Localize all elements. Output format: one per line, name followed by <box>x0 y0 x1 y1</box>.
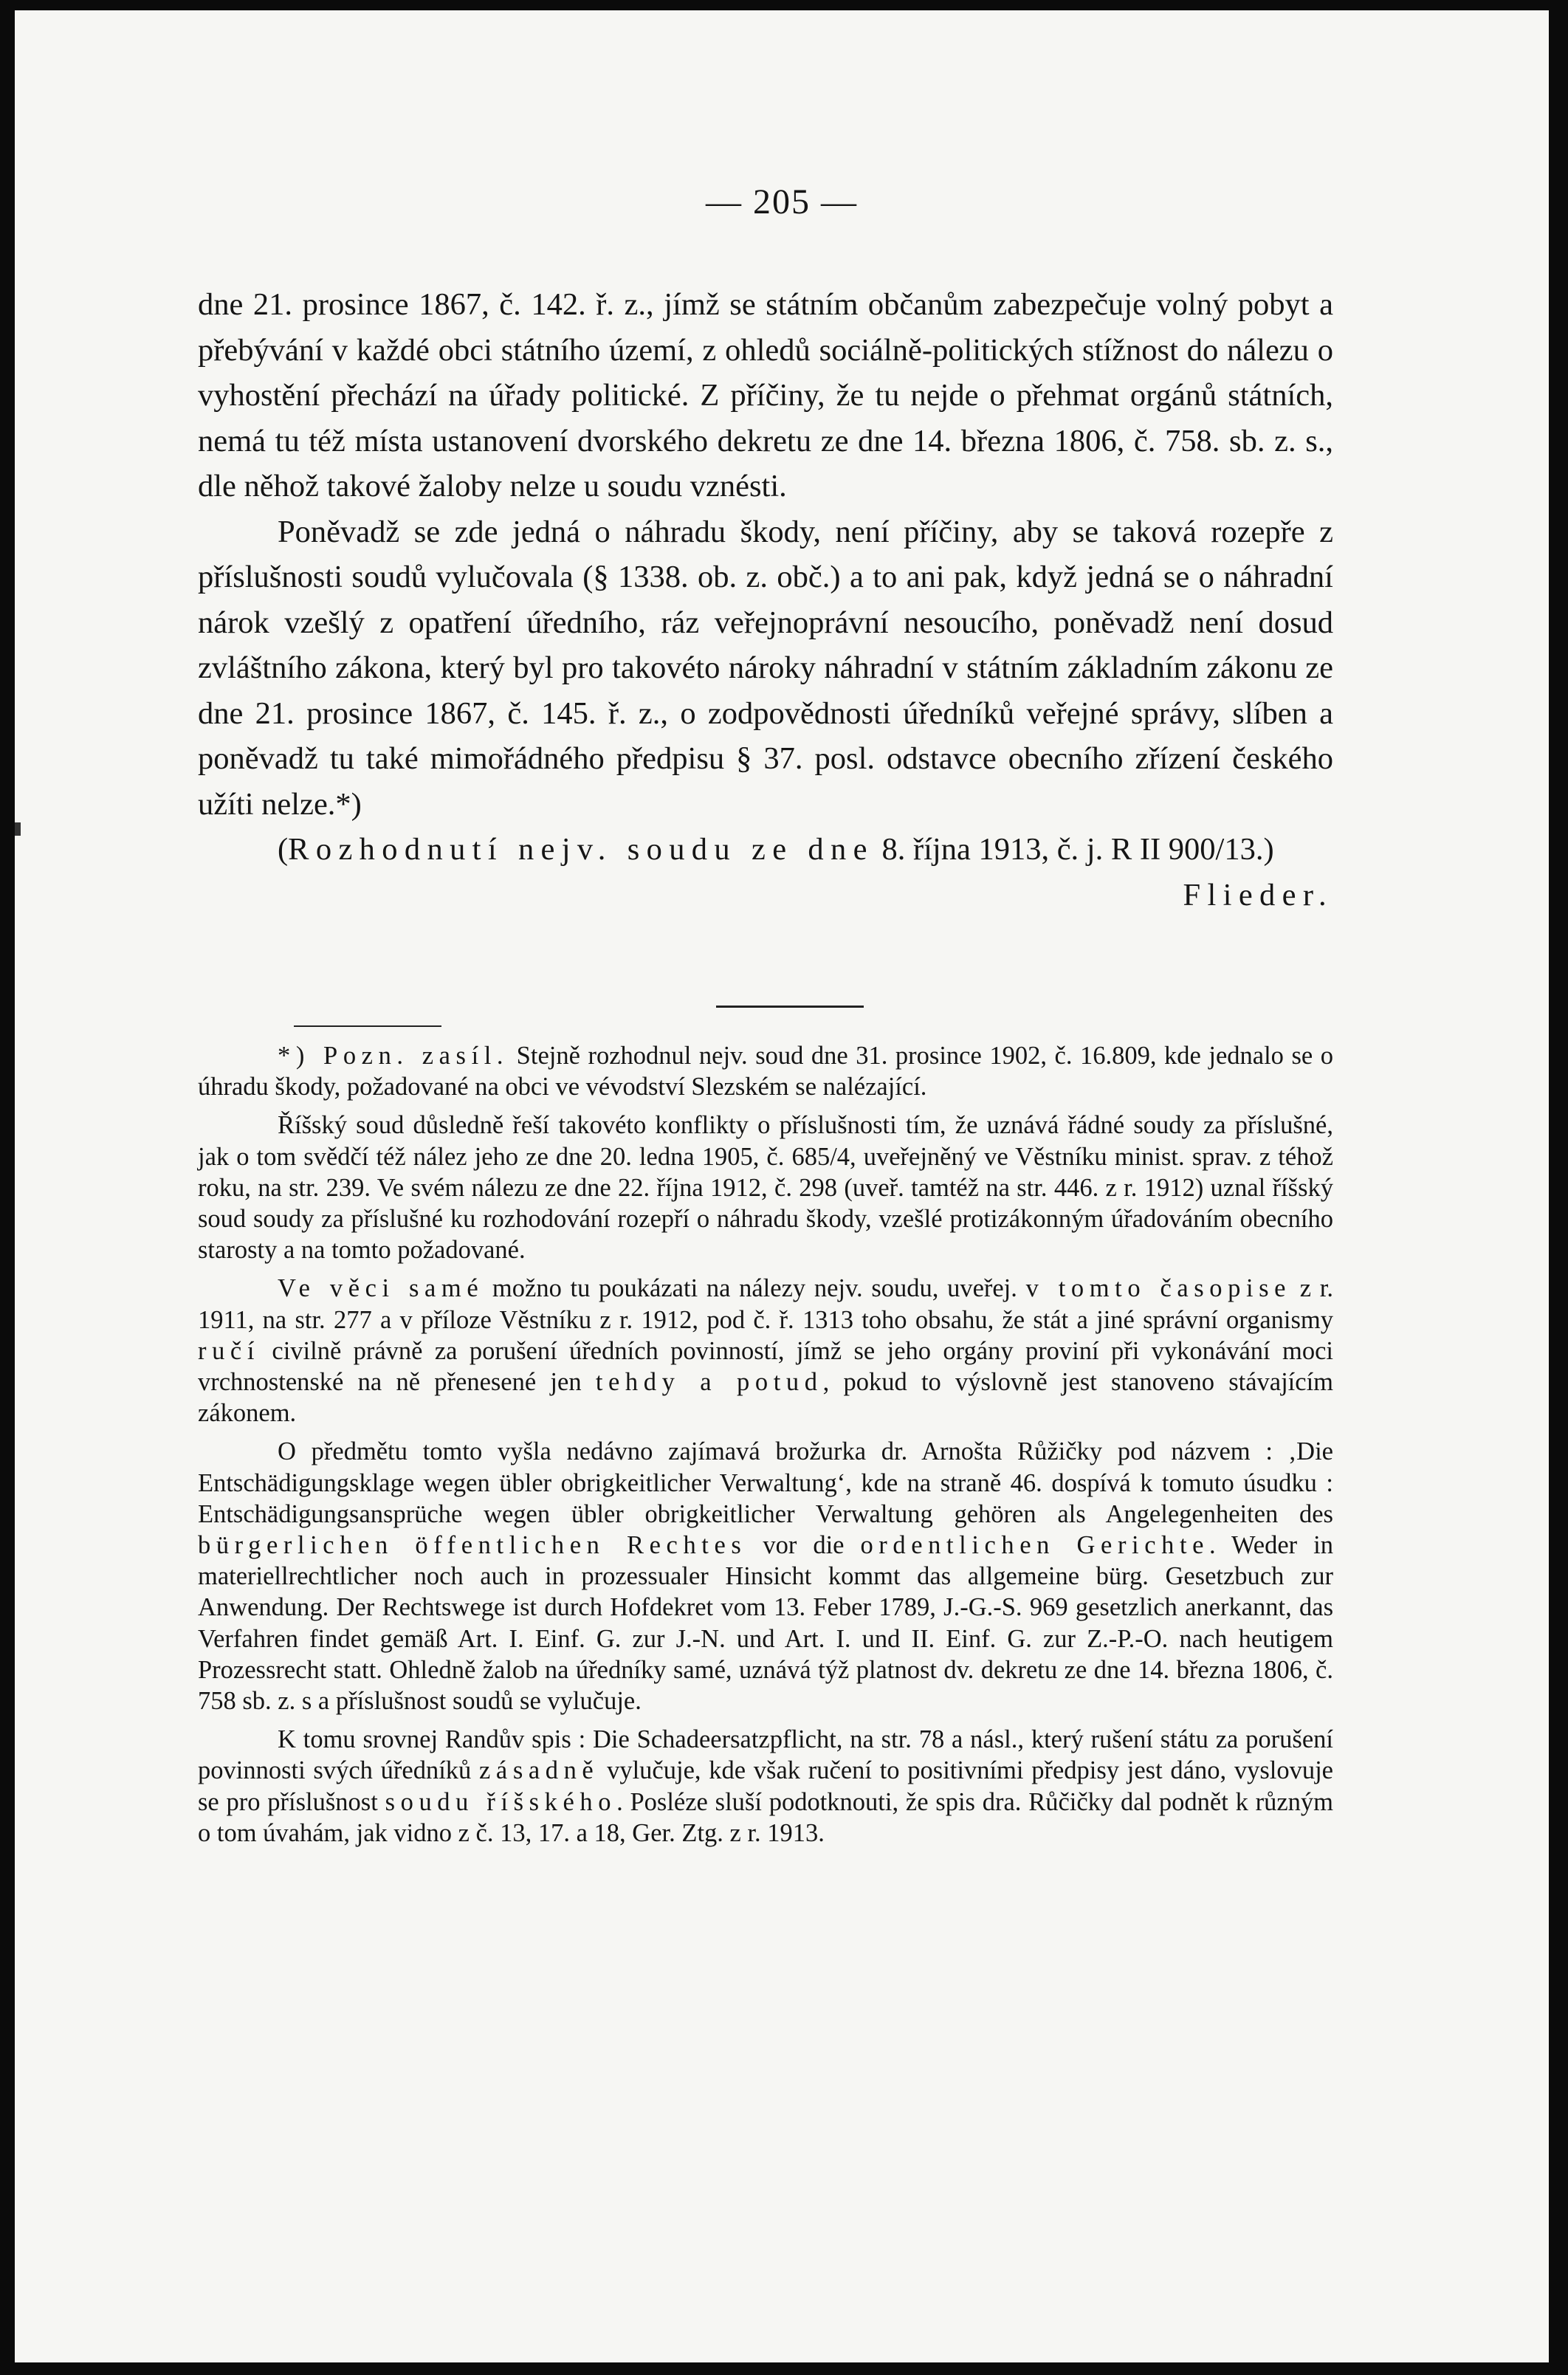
footnote-5 <box>198 1724 1333 1849</box>
footnote-4 <box>198 1436 1333 1716</box>
author-signature: Flieder. <box>1183 877 1333 912</box>
scan-edge-mark <box>15 822 21 836</box>
footnote-rule <box>294 1025 441 1027</box>
fn5-text-2: vylučuje, kde však ručení to positivními předpisy jest dáno, vyslovuje se pro příslušnost <box>198 1756 1333 1816</box>
footnote-1-text: Stejně rozhodnul nejv. soud dne 31. prosince 1902, č. 16.809, kde jednalo se o úhradu škody, požadované na obci ve vévodství Slezském se nalézající. <box>198 1042 1333 1101</box>
fn5-text-1: K tomu srovnej Randův spis : Die Schadeersatzpflicht, na str. 78 a násl., který rušení státu za porušení povinnosti svých úředníků <box>198 1725 1333 1785</box>
fn5-text-3: . Posléze sluší podotknouti, že spis dra. Růčičky dal podnět k různým o tom úvahám, jak vidno z č. 13, 17. a 18, Ger. Ztg. z r. 1913. <box>198 1787 1334 1847</box>
page-number: — 205 — <box>706 182 858 221</box>
citation-reference: 8. října 1913, č. j. R II 900/13.) <box>873 832 1274 867</box>
fn4-spaced-1: bürgerlichen öffentlichen Rechtes <box>198 1531 747 1560</box>
footnotes <box>198 1040 1333 1856</box>
fn3-text-4: , pokud to výslovně jest stanoveno stávajícím zákonem. <box>198 1368 1333 1428</box>
footnote-3 <box>198 1273 1333 1429</box>
fn4-text-3: . Weder in materiellrechtlicher noch auch in prozessualer Hinsicht kommt das allgemeine bürg. Gesetzbuch zur Anwendung. Der Rechtswege ist durch Hofdekret vom 13. Feber 1789, J.-G.-S. 969 gesetzlich anerkannt, das Verfahren findet gemäß Art. I. Einf. G. zur J.-N. und Art. I. und II. Einf. G. zur Z.-P.-O. nach heutigem Prozessrecht statt. Ohledně žalob na úředníky samé, uznává týž platnost dv. dekretu ze dne 14. března 1806, č. 758 sb. z. s a příslušnost soudů se vylučuje. <box>198 1531 1333 1716</box>
fn3-spaced-1: Ve věci samé <box>278 1274 484 1303</box>
footnote-2: Říšský soud důsledně řeší takovéto konflikty o příslušnosti tím, že uznává řádné soudy za příslušné, jak o tom svědčí též nález jeho ze dne 20. ledna 1905, č. 685/4, uveřejněný ve Věstníku minist. sprav. z téhož roku, na str. 239. Ve svém nálezu ze dne 22. října 1912, č. 298 (uveř. tamtéž na str. 446. z r. 1912) uznal říšský soud soudy za příslušné ku rozhodování rozepří o náhradu škody, vzešlé protizákonným úřadováním obecního starosty a na tomto požadované. <box>198 1111 1333 1265</box>
main-text <box>198 282 1333 918</box>
fn3-text-1: možno tu poukázati na nálezy nejv. soudu, uveřej. <box>484 1274 1026 1303</box>
fn4-text-2: vor die <box>746 1531 861 1560</box>
fn3-text-3: civilně právně za porušení úředních povinností, jímž se jeho orgány proviní při vykonávání moci vrchnostenské na ně přenesené jen <box>198 1336 1333 1397</box>
fn3-spaced-4: tehdy a potud <box>595 1368 823 1397</box>
citation-open-paren: ( <box>278 832 289 867</box>
section-divider <box>716 1006 864 1008</box>
fn4-text-1: O předmětu tomto vyšla nedávno zajímavá brožurka dr. Arnošta Růžičky pod názvem : ‚Die Entschädigungsklage wegen übler obrigkeitlicher Verwaltung‘, kde na straně 46. dospívá k tomuto úsudku : Entschädigungsansprüche wegen übler obrigkeitlicher Verwaltung gehören als Angelegenheiten des <box>198 1437 1333 1528</box>
fn3-text-2: z r. 1911, na str. 277 a v příloze Věstníku z r. 1912, pod č. ř. 1313 toho obsahu, že stát a jiné správní organismy <box>198 1274 1333 1334</box>
footnote-1-label: *) Pozn. zasíl. <box>278 1042 509 1070</box>
scanned-page <box>15 10 1549 2362</box>
footnote-1 <box>198 1040 1333 1102</box>
paragraph-1: dne 21. prosince 1867, č. 142. ř. z., jímž se státním občanům zabezpečuje volný pobyt a přebývání v každé obci státního území, z ohledů sociálně-politických stížnost do nálezu o vyhostění přechází na úřady politické. Z příčiny, že tu nejde o přehmat orgánů státních, nemá tu též místa ustanovení dvorského dekretu ze dne 14. března 1806, č. 758. sb. z. s., dle něhož takové žaloby nelze u soudu vznésti. <box>198 287 1333 503</box>
fn4-spaced-2: ordentlichen Gerichte <box>860 1531 1210 1560</box>
paragraph-2: Poněvadž se zde jedná o náhradu škody, není příčiny, aby se taková rozepře z příslušnosti soudů vylučovala (§ 1338. ob. z. obč.) a to ani pak, když jedná se o náhradní nárok vzešlý z opatření úředního, ráz veřejnoprávní nesoucího, poněvadž není dosud zvláštního zákona, který byl pro takovéto nároky náhradní v státním základním zákonu ze dne 21. prosince 1867, č. 145. ř. z., o zodpovědnosti úředníků veřejné správy, slíben a poněvadž tu také mimořádného předpisu § 37. posl. odstavce obecního zřízení českého užíti nelze.*) <box>198 514 1333 822</box>
fn3-spaced-3: ručí <box>198 1336 260 1365</box>
citation-spaced: Rozhodnutí nejv. soudu ze dne <box>288 832 874 867</box>
fn5-spaced-2: soudu říšského <box>385 1787 617 1816</box>
fn5-spaced-1: zásadně <box>479 1756 599 1785</box>
decision-citation <box>198 827 1333 918</box>
fn3-spaced-2: v tomto časopise <box>1025 1274 1292 1303</box>
